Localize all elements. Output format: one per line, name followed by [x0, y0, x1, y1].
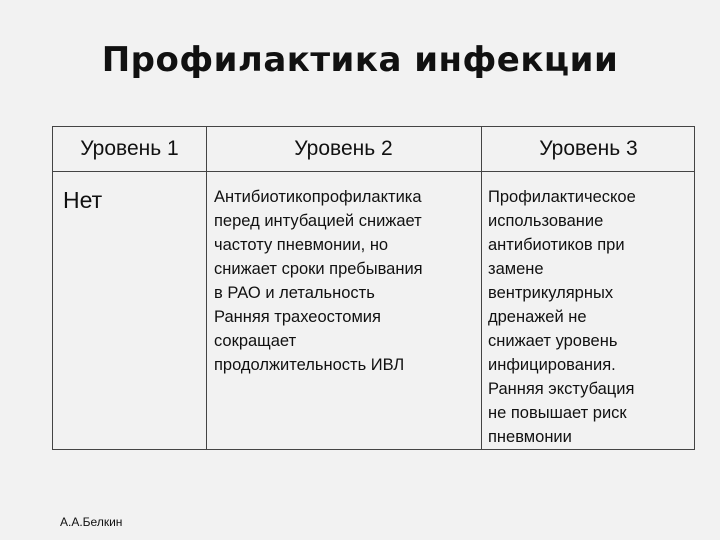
cell-line: Ранняя экстубация [488, 380, 635, 398]
cell-line: не повышает риск [488, 404, 627, 422]
cell-line: пневмонии [488, 428, 572, 446]
cell-line: дренажей не [488, 308, 587, 326]
cell-line: частоту пневмонии, но [214, 236, 389, 254]
header-level-1: Уровень 1 [80, 137, 179, 160]
comparison-table [52, 126, 695, 450]
cell-line: снижает уровень [488, 332, 618, 350]
cell-line: антибиотиков при [488, 236, 625, 254]
column-divider [206, 127, 207, 449]
cell-line: вентрикулярных [488, 284, 614, 302]
cell-line: перед интубацией снижает [214, 212, 422, 230]
cell-line: Ранняя трахеостомия [214, 308, 381, 326]
cell-line: замене [488, 260, 544, 278]
page-title: Профилактика инфекции [101, 40, 619, 80]
cell-line: инфицирования. [488, 356, 616, 374]
header-divider [53, 171, 694, 172]
cell-level-3 [488, 185, 693, 449]
cell-line: сокращает [214, 332, 297, 350]
cell-line: продолжительность ИВЛ [214, 356, 405, 374]
cell-line: Профилактическое [488, 188, 636, 206]
author-footer: А.А.Белкин [60, 515, 123, 529]
cell-line: Антибиотикопрофилактика [214, 188, 422, 206]
header-level-3: Уровень 3 [539, 137, 638, 160]
cell-line: использование [488, 212, 604, 230]
cell-level-1: Нет [63, 187, 103, 213]
cell-line: в РАО и летальность [214, 284, 375, 302]
header-level-2: Уровень 2 [294, 137, 393, 160]
cell-line: снижает сроки пребывания [214, 260, 423, 278]
cell-level-2 [214, 185, 484, 377]
